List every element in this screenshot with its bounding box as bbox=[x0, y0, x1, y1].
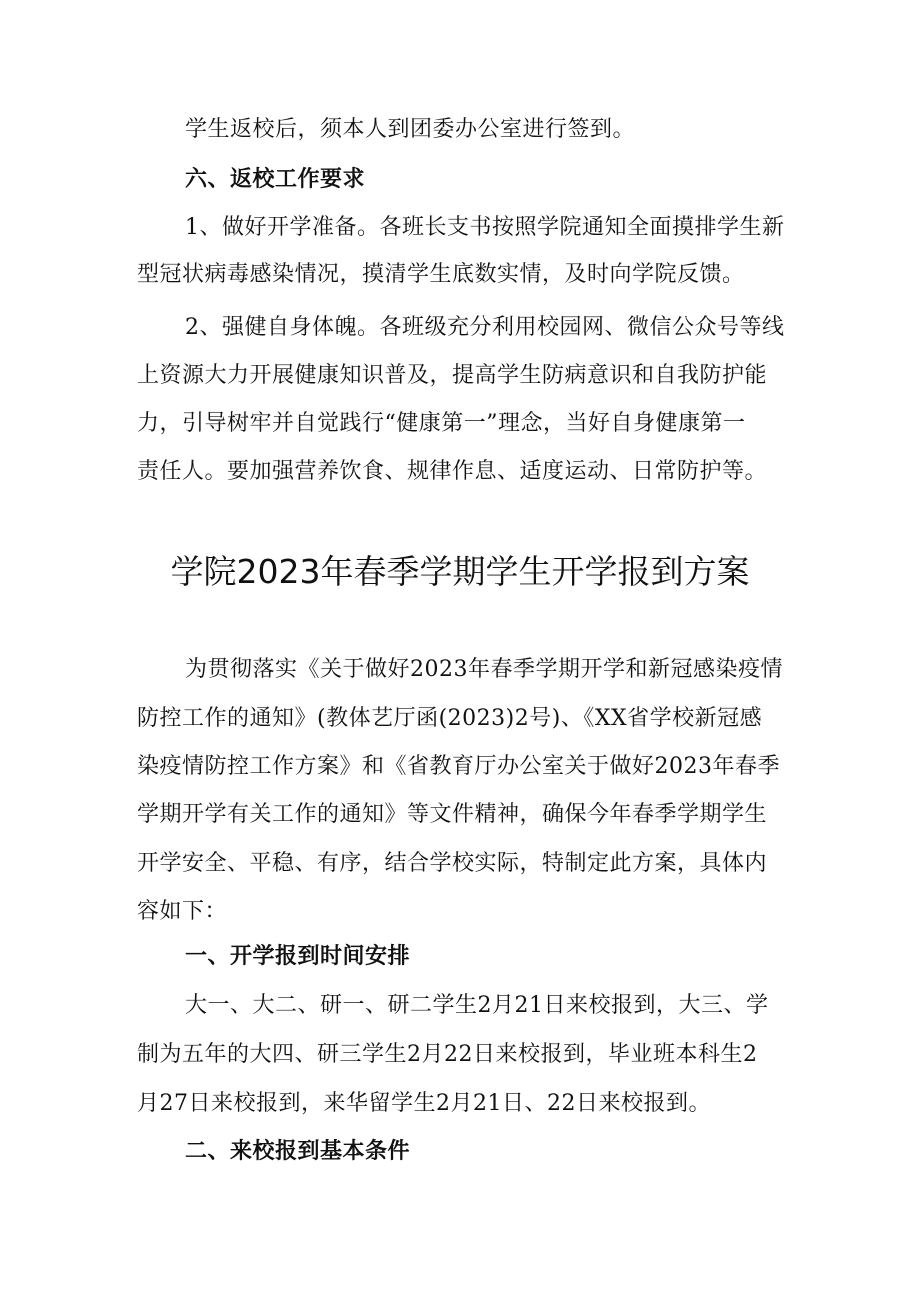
document-title: 学院2023年春季学期学生开学报到方案 bbox=[170, 552, 750, 591]
paragraph-line: 容如下： bbox=[137, 899, 228, 924]
paragraph-line: 力，引导树牢并自觉践行“健康第一”理念，当好自身健康第一 bbox=[137, 411, 746, 436]
paragraph-line: 上资源大力开展健康知识普及，提高学生防病意识和自我防护能 bbox=[137, 363, 768, 388]
section-heading-6: 六、返校工作要求 bbox=[185, 167, 366, 192]
paragraph-line: 防控工作的通知》(教体艺厅函(2023)2号)、《XX省学校新冠感 bbox=[137, 706, 763, 731]
paragraph-line: 1、做好开学准备。各班长支书按照学院通知全面摸排学生新 bbox=[185, 215, 785, 240]
paragraph-line: 开学安全、平稳、有序，结合学校实际，特制定此方案，具体内 bbox=[137, 851, 768, 876]
paragraph-line: 制为五年的大四、研三学生2月22日来校报到，毕业班本科生2 bbox=[137, 1042, 758, 1067]
paragraph-line: 大一、大二、研一、研二学生2月21日来校报到，大三、学 bbox=[185, 993, 769, 1018]
paragraph-line: 2、强健自身体魄。各班级充分利用校园网、微信公众号等线 bbox=[185, 315, 785, 340]
section-heading-1: 一、开学报到时间安排 bbox=[185, 944, 411, 969]
paragraph-line: 为贯彻落实《关于做好2023年春季学期开学和新冠感染疫情 bbox=[185, 657, 783, 682]
section-heading-2: 二、来校报到基本条件 bbox=[185, 1139, 411, 1164]
paragraph-line: 染疫情防控工作方案》和《省教育厅办公室关于做好2023年春季 bbox=[137, 754, 780, 779]
paragraph-line: 学生返校后，须本人到团委办公室进行签到。 bbox=[185, 117, 636, 142]
paragraph-line: 月27日来校报到，来华留学生2月21日、22日来校报到。 bbox=[137, 1091, 711, 1116]
paragraph-line: 责任人。要加强营养饮食、规律作息、适度运动、日常防护等。 bbox=[137, 459, 768, 484]
paragraph-line: 学期开学有关工作的通知》等文件精神，确保今年春季学期学生 bbox=[137, 802, 768, 827]
paragraph-line: 型冠状病毒感染情况，摸清学生底数实情，及时向学院反馈。 bbox=[137, 262, 745, 287]
